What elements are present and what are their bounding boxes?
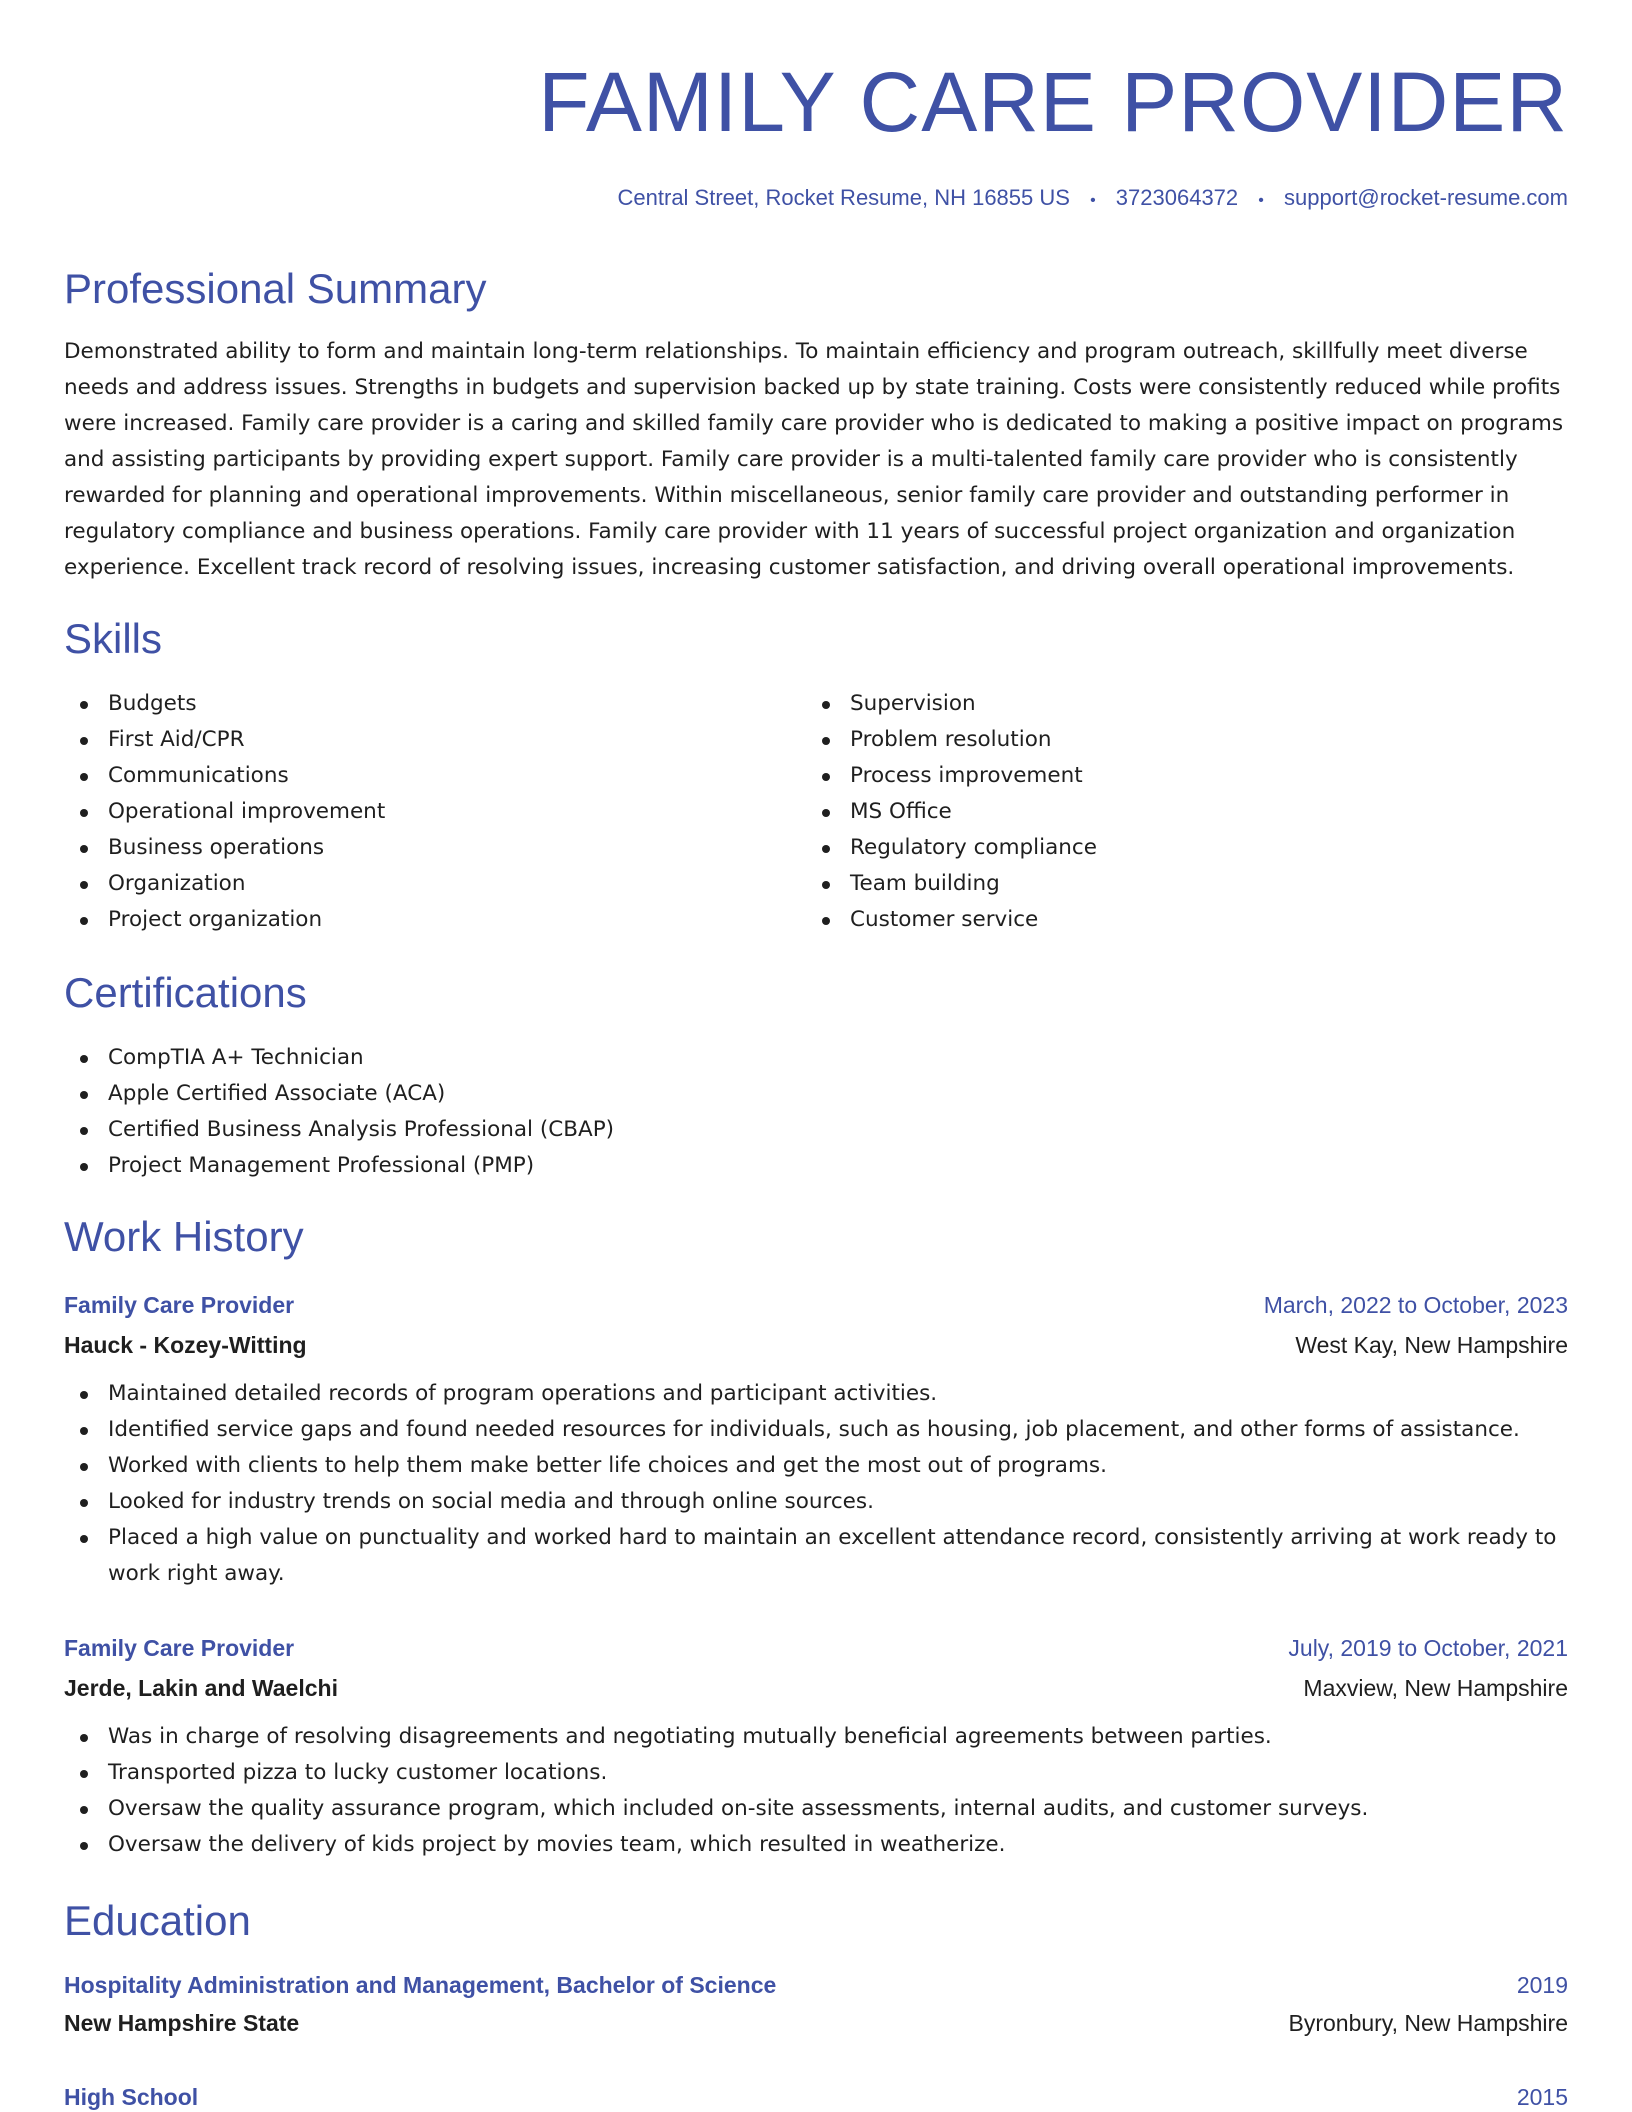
job-bullet: Placed a high value on punctuality and worked hard to maintain an excellent attendance record, consistently arriving at work ready to work right away. [64, 1520, 1568, 1592]
skill-item: Regulatory compliance [806, 830, 1548, 866]
section-title-summary: Professional Summary [64, 265, 487, 312]
skills-list-right [806, 686, 1548, 938]
job-dates: March, 2022 to October, 2023 [1263, 1291, 1568, 1318]
education-degree: High School [64, 2083, 199, 2110]
job-bullet: Oversaw the quality assurance program, which included on-site assessments, internal audits, and customer surveys. [64, 1791, 1568, 1827]
job-title: Family Care Provider [64, 1634, 295, 1661]
job-bullet: Oversaw the delivery of kids project by movies team, which resulted in weatherize. [64, 1827, 1568, 1863]
education-year: 2019 [1516, 1971, 1568, 1998]
education-school: New Hampshire State [64, 2009, 300, 2036]
job-company: Jerde, Lakin and Waelchi [64, 1674, 338, 1701]
skill-item: Operational improvement [64, 794, 806, 830]
contact-line [64, 184, 1568, 215]
job-location: Maxview, New Hampshire [1303, 1674, 1568, 1701]
contact-phone: 3723064372 [1115, 185, 1239, 210]
skills-grid [64, 686, 1568, 938]
job-entry [64, 1290, 1568, 1592]
certification-item: Project Management Professional (PMP) [64, 1148, 1568, 1184]
skill-item: Problem resolution [806, 722, 1548, 758]
skill-item: Project organization [64, 902, 806, 938]
skill-item: Organization [64, 866, 806, 902]
job-entry [64, 1633, 1568, 1863]
job-location: West Kay, New Hampshire [1295, 1331, 1568, 1358]
skill-item: Team building [806, 866, 1548, 902]
job-bullet: Worked with clients to help them make better life choices and get the most out of programs. [64, 1448, 1568, 1484]
certification-item: CompTIA A+ Technician [64, 1040, 1568, 1076]
job-bullet: Looked for industry trends on social media and through online sources. [64, 1484, 1568, 1520]
section-title-work: Work History [64, 1213, 304, 1260]
job-company: Hauck - Kozey-Witting [64, 1331, 307, 1358]
section-title-education: Education [64, 1897, 251, 1944]
certification-item: Certified Business Analysis Professional (CBAP) [64, 1112, 1568, 1148]
separator-dot: • [1090, 192, 1096, 209]
job-bullet: Identified service gaps and found needed resources for individuals, such as housing, job placement, and other forms of assistance. [64, 1412, 1568, 1448]
job-bullets [64, 1376, 1568, 1592]
education-entry [64, 1970, 1568, 2038]
skill-item: Budgets [64, 686, 806, 722]
skill-item: First Aid/CPR [64, 722, 806, 758]
education-entry [64, 2082, 1568, 2112]
certification-item: Apple Certified Associate (ACA) [64, 1076, 1568, 1112]
job-title: Family Care Provider [64, 1291, 295, 1318]
education-year: 2015 [1516, 2083, 1568, 2110]
contact-address: Central Street, Rocket Resume, NH 16855 US [617, 185, 1070, 210]
certifications-list [64, 1040, 1568, 1184]
summary-text: Demonstrated ability to form and maintain long-term relationships. To maintain efficiency and program outreach, skillfully meet diverse needs and address issues. Strengths in budgets and supervision backed up by state training. Costs were consistently reduced while profits were increased. Family care provider is a caring and skilled family care provider who is dedicated to making a positive impact on programs and assisting participants by providing expert support. Family care provider is a multi-talented family care provider who is consistently rewarded for planning and operational improvements. Within miscellaneous, senior family care provider and outstanding performer in regulatory compliance and business operations. Family care provider with 11 years of successful project organization and organization experience. Excellent track record of resolving issues, increasing customer satisfaction, and driving overall operational improvements. [64, 339, 1564, 580]
resume-name: FAMILY CARE PROVIDER [538, 55, 1568, 149]
section-title-skills: Skills [64, 615, 163, 662]
job-bullets [64, 1719, 1568, 1863]
skill-item: Business operations [64, 830, 806, 866]
skill-item: Communications [64, 758, 806, 794]
section-title-certifications: Certifications [64, 969, 307, 1016]
skill-item: Process improvement [806, 758, 1548, 794]
job-dates: July, 2019 to October, 2021 [1288, 1634, 1568, 1661]
skill-item: Supervision [806, 686, 1548, 722]
job-bullet: Was in charge of resolving disagreements and negotiating mutually beneficial agreements between parties. [64, 1719, 1568, 1755]
job-bullet: Transported pizza to lucky customer locations. [64, 1755, 1568, 1791]
education-location: Byronbury, New Hampshire [1288, 2009, 1568, 2036]
skill-item: MS Office [806, 794, 1548, 830]
separator-dot: • [1258, 192, 1264, 209]
job-bullet: Maintained detailed records of program operations and participant activities. [64, 1376, 1568, 1412]
education-degree: Hospitality Administration and Management, Bachelor of Science [64, 1971, 777, 1998]
contact-email: support@rocket-resume.com [1284, 185, 1568, 210]
skill-item: Customer service [806, 902, 1548, 938]
skills-list-left [64, 686, 806, 938]
